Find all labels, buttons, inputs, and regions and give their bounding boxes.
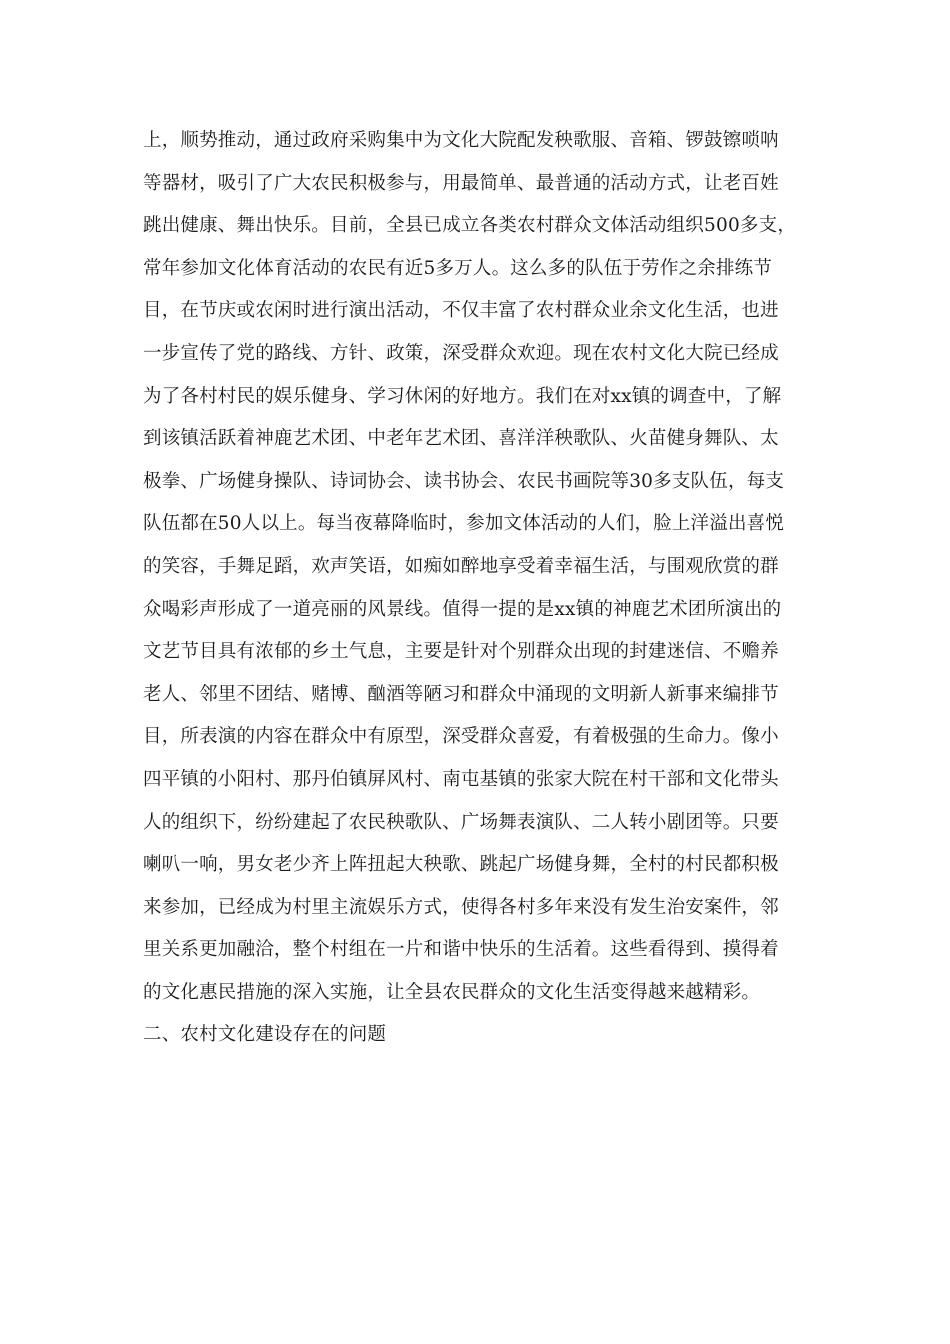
paragraph-line: 一步宣传了党的路线、方针、政策，深受群众欢迎。现在农村文化大院已经成 xyxy=(143,342,779,364)
paragraph-line: 人的组织下，纷纷建起了农民秧歌队、广场舞表演队、二人转小剧团等。只要 xyxy=(143,811,779,833)
paragraph-line: 老人、邻里不团结、赌博、酗酒等陋习和群众中涌现的文明新人新事来编排节 xyxy=(143,683,779,705)
section-heading: 二、农村文化建设存在的问题 xyxy=(143,1024,387,1046)
paragraph-line: 目，所表演的内容在群众中有原型，深受群众喜爱，有着极强的生命力。像小 xyxy=(143,726,779,748)
paragraph-line: 里关系更加融洽，整个村组在一片和谐中快乐的生活着。这些看得到、摸得着 xyxy=(143,939,779,961)
paragraph-line: 的文化惠民措施的深入实施，让全县农民群众的文化生活变得越来越精彩。 xyxy=(143,981,761,1003)
paragraph-line: 跳出健康、舞出快乐。目前，全县已成立各类农村群众文体活动组织500多支， xyxy=(143,215,797,237)
paragraph-line: 极拳、广场健身操队、诗词协会、读书协会、农民书画院等30多支队伍，每支 xyxy=(143,470,785,492)
paragraph-line: 到该镇活跃着神鹿艺术团、中老年艺术团、喜洋洋秧歌队、火苗健身舞队、太 xyxy=(143,428,779,450)
document-body xyxy=(143,120,813,1057)
paragraph-line: 队伍都在50人以上。每当夜幕降临时，参加文体活动的人们，脸上洋溢出喜悦 xyxy=(143,513,785,535)
paragraph-line: 等器材，吸引了广大农民积极参与，用最简单、最普通的活动方式，让老百姓 xyxy=(143,172,779,194)
paragraph-line: 喇叭一响，男女老少齐上阵扭起大秧歌、跳起广场健身舞，全村的村民都积极 xyxy=(143,854,779,876)
paragraph-line: 四平镇的小阳村、那丹伯镇屏风村、南屯基镇的张家大院在村干部和文化带头 xyxy=(143,768,779,790)
paragraph-line: 文艺节目具有浓郁的乡土气息，主要是针对个别群众出现的封建迷信、不赡养 xyxy=(143,641,779,663)
paragraph-line: 常年参加文化体育活动的农民有近5多万人。这么多的队伍于劳作之余排练节 xyxy=(143,257,773,279)
paragraph-line: 的笑容，手舞足蹈，欢声笑语，如痴如醉地享受着幸福生活，与围观欣赏的群 xyxy=(143,555,779,577)
paragraph-line: 众喝彩声形成了一道亮丽的风景线。值得一提的是xx镇的神鹿艺术团所演出的 xyxy=(143,598,782,620)
paragraph-line: 目，在节庆或农闲时进行演出活动，不仅丰富了农村群众业余文化生活，也进 xyxy=(143,300,779,322)
paragraph-line: 上，顺势推动，通过政府采购集中为文化大院配发秧歌服、音箱、锣鼓镲唢呐 xyxy=(143,130,779,151)
paragraph-line: 来参加，已经成为村里主流娱乐方式，使得各村多年来没有发生治安案件，邻 xyxy=(143,896,779,918)
paragraph-line: 为了各村村民的娱乐健身、学习休闲的好地方。我们在对xx镇的调查中，了解 xyxy=(143,385,782,407)
